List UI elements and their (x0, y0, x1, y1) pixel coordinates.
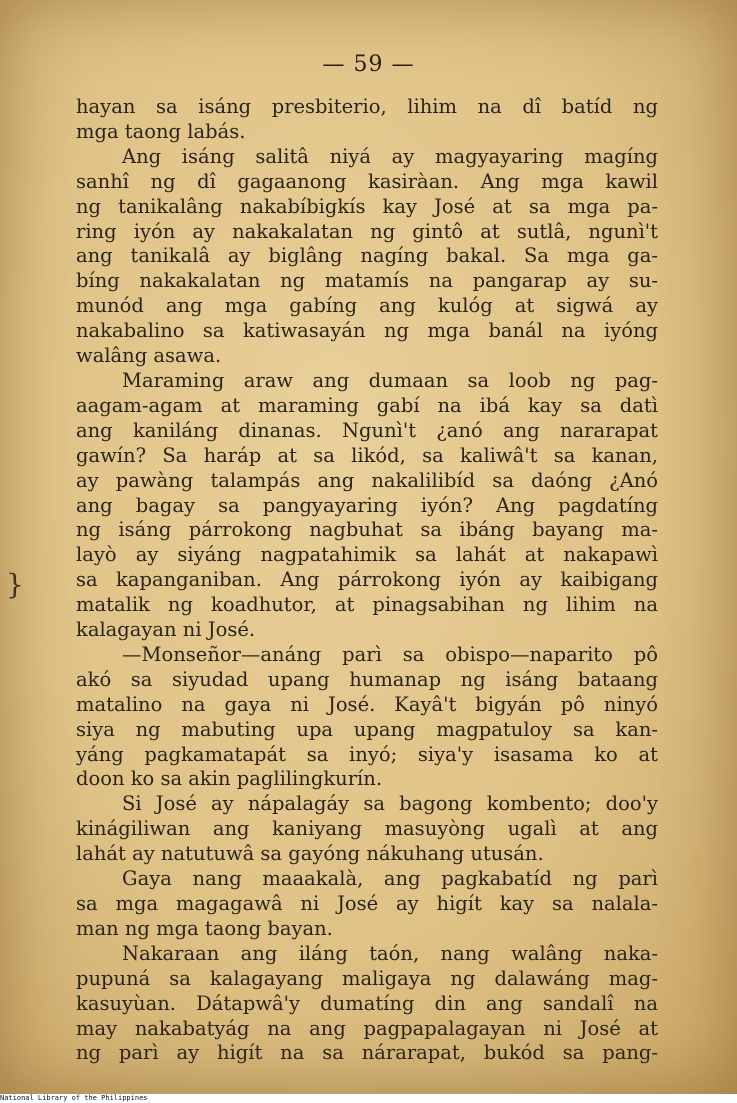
text-line: akó sa siyudad upang humanap ng isáng bataang (76, 667, 658, 691)
text-line: pupuná sa kalagayang maligaya ng dalawáng mag- (76, 966, 658, 990)
text-line: —Monseñor—anáng parì sa obispo—naparito pô (122, 642, 658, 666)
text-line: kalagayan ni José. (76, 618, 256, 642)
text-line: aagam-agam at maraming gabí na ibá kay sa datì (76, 393, 658, 417)
margin-bracket-mark: } (6, 568, 24, 601)
text-line: matalik ng koadhutor, at pinagsabihan ng lihim na (76, 593, 658, 617)
text-line: ang bagay sa pangyayaring iyón? Ang pagdatíng (76, 493, 658, 517)
text-line: man ng mga taong bayan. (76, 916, 333, 940)
text-line: yáng pagkamatapát sa inyó; siya'y isasama ko at (76, 742, 658, 766)
text-line: hayan sa isáng presbiterio, lihim na dî batíd ng (76, 95, 658, 118)
text-line: bíng nakakalatan ng matamís na pangarap ay su- (76, 269, 658, 293)
text-line: Maraming araw ang dumaan sa loob ng pag- (122, 368, 658, 392)
text-line: gawín? Sa haráp at sa likód, sa kaliwâ't sa kanan, (76, 443, 658, 467)
text-line: lahát ay natutuwâ sa gayóng nákuhang utusán. (76, 842, 544, 866)
text-line: munód ang mga gabíng ang kulóg at sigwá ay (76, 294, 658, 318)
page-number: — 59 — (322, 52, 415, 77)
text-line: nakabalino sa katiwasayán ng mga banál na iyóng (76, 319, 658, 343)
text-line: walâng asawa. (76, 344, 222, 368)
text-line: Nakaraan ang iláng taón, nang walâng naka- (122, 941, 658, 965)
text-line: ring iyón ay nakakalatan ng gintô at sutlâ, ngunì't (76, 219, 658, 243)
text-line: ng tanikalâng nakabíbigkís kay José at sa mga pa- (76, 194, 658, 218)
text-line: sanhî ng dî gagaanong kasiràan. Ang mga kawil (76, 169, 658, 193)
text-line: matalino na gaya ni José. Kayâ't bigyán pô ninyó (76, 692, 658, 716)
text-line: may nakabatyág na ang pagpapalagayan ni José at (76, 1016, 658, 1040)
text-line: kinágiliwan ang kaniyang masuyòng ugalì at ang (76, 817, 658, 841)
text-line: ay pawàng talampás ang nakalilibíd sa daóng ¿Anó (76, 468, 658, 492)
text-line: mga taong labás. (76, 119, 246, 143)
text-line: sa kapanganiban. Ang párrokong iyón ay kaibigang (76, 568, 658, 592)
text-line: ng isáng párrokong nagbuhat sa ibáng bayang ma- (76, 518, 658, 542)
text-line: ang kaniláng dinanas. Ngunì't ¿anó ang nararapat (76, 418, 658, 442)
text-line: ng parì ay higít na sa nárarapat, bukód sa pang- (76, 1041, 658, 1065)
text-line: layò ay siyáng nagpatahimik sa lahát at nakapawì (76, 543, 658, 567)
text-line: kasuyùan. Dátapwâ'y dumatíng din ang sandalî na (76, 991, 658, 1015)
text-line: ang tanikalâ ay biglâng nagíng bakal. Sa mga ga- (76, 244, 658, 268)
text-line: siya ng mabuting upa upang magpatuloy sa kan- (76, 717, 658, 741)
text-line: doon ko sa akin paglilingkurín. (76, 767, 383, 791)
text-line: Gaya nang maaakalà, ang pagkabatíd ng parì (122, 867, 658, 891)
footer-credit: National Library of the Philippines (0, 1094, 737, 1103)
text-line: Ang isáng salitâ niyá ay magyayaring magíng (122, 144, 658, 168)
text-line: Si José ay nápalagáy sa bagong kombento; doo'y (122, 792, 658, 816)
body-text (76, 95, 658, 1066)
text-line: sa mga magagawâ ni José ay higít kay sa nalala- (76, 892, 658, 915)
